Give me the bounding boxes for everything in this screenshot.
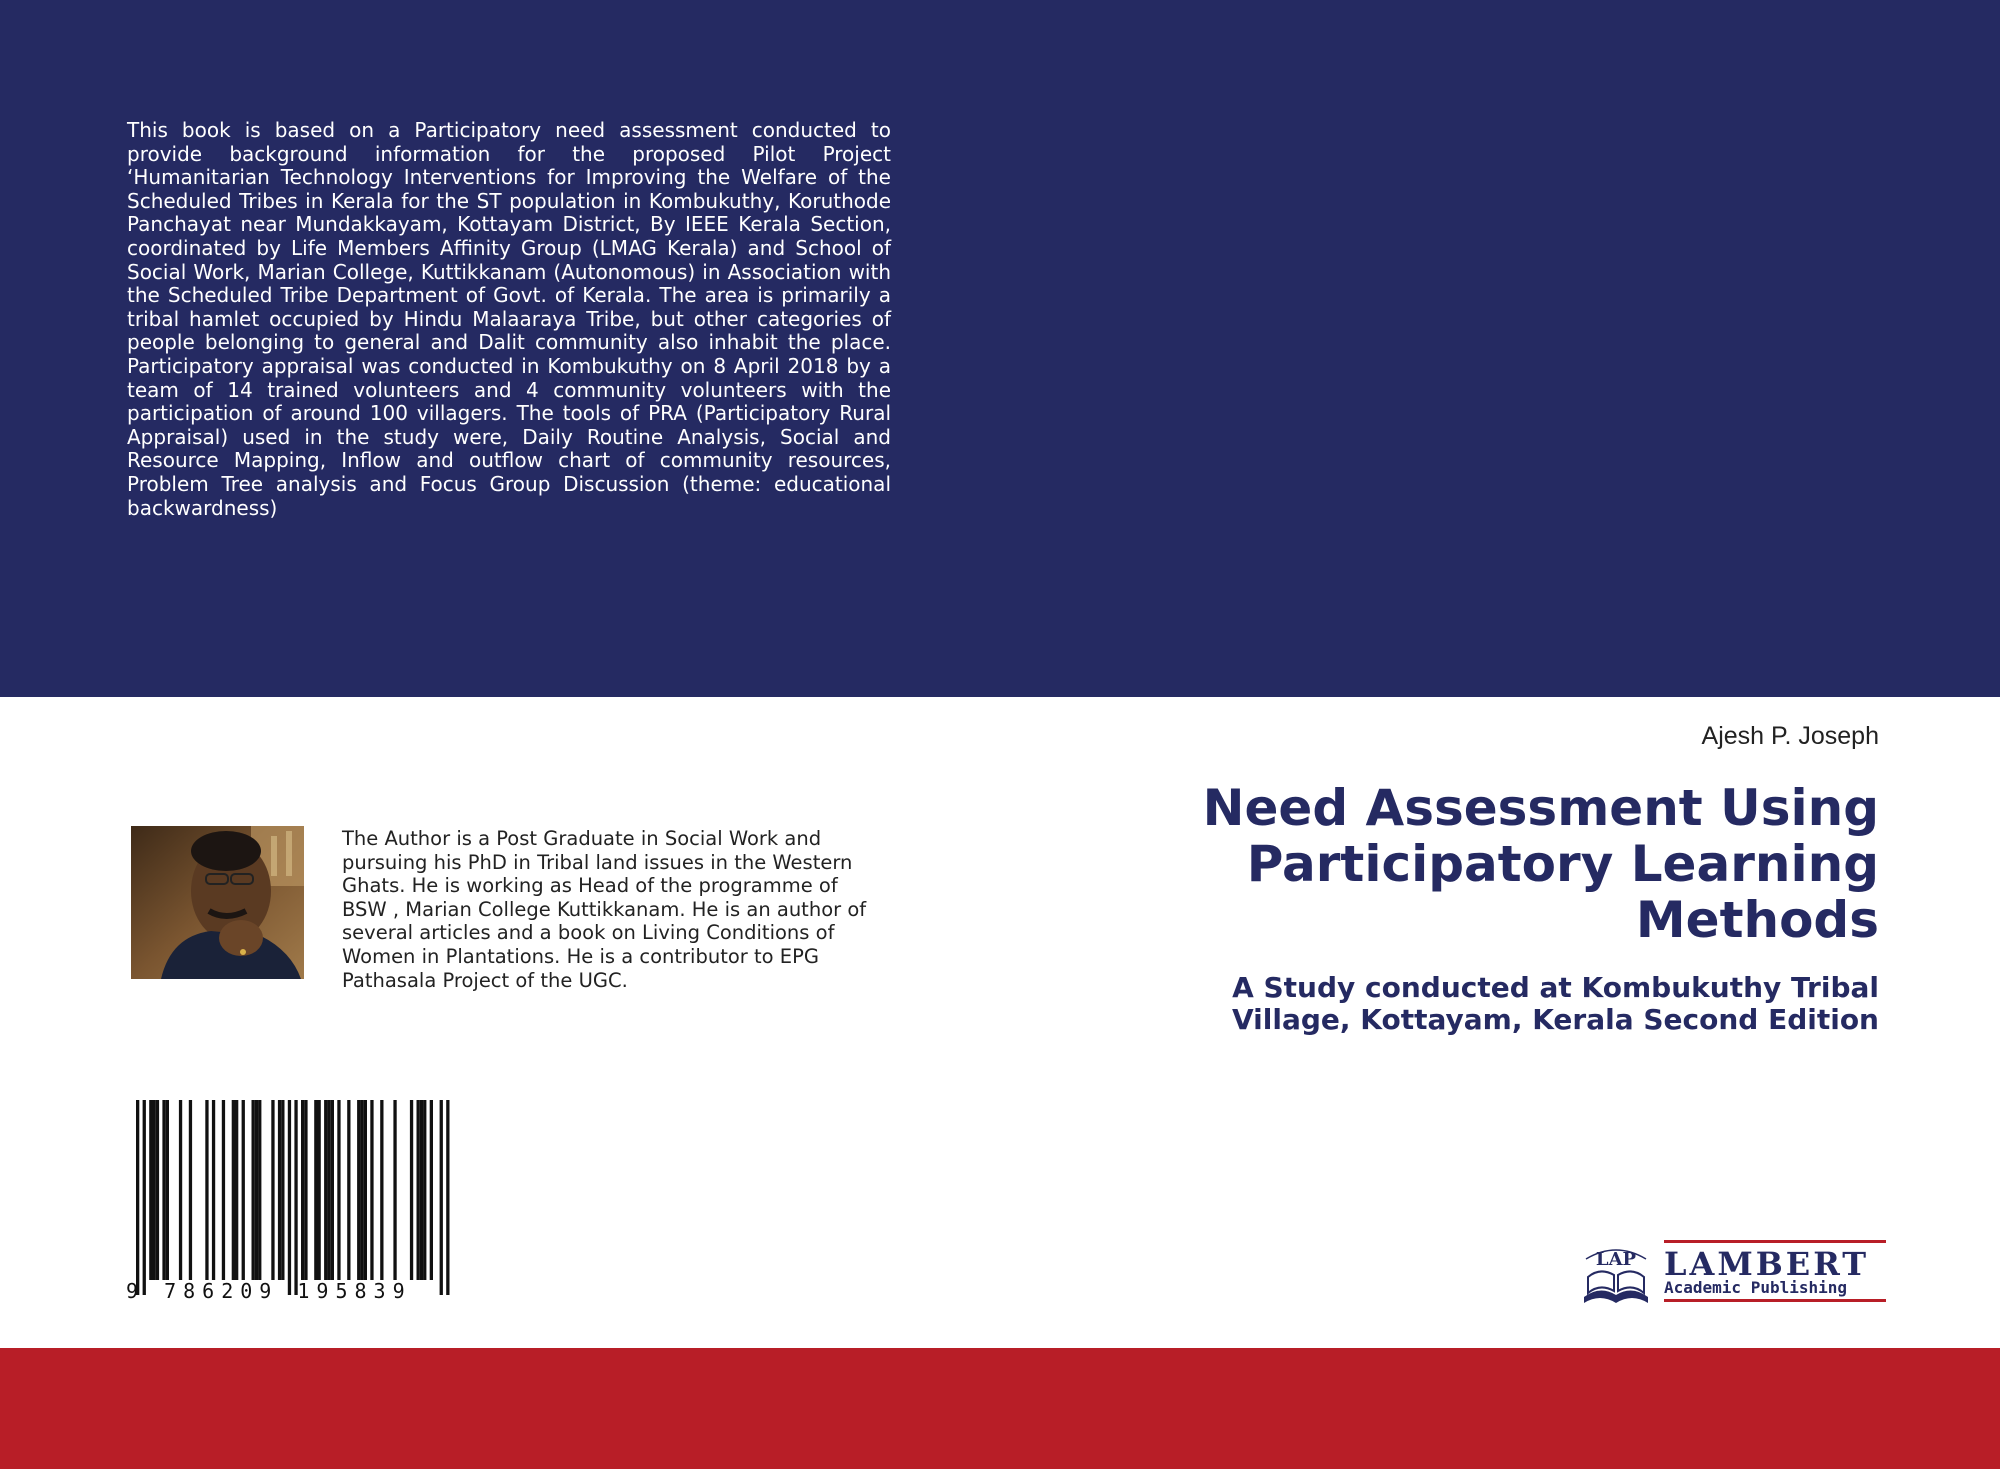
barcode-bar	[179, 1100, 182, 1280]
barcode-bar	[143, 1100, 146, 1295]
back-cover-blurb: This book is based on a Participatory need assessment conducted to provide background information for the proposed Pilot Project ‘Humanitarian Technology Interventions for Improving the Welfare of the Scheduled Tribes in Kerala for the ST population in Kombukuthy, Koruthode Panchayat near Mundakkayam, Kottayam District, By IEEE Kerala Section, coordinated by Life Members Affinity Group (LMAG Kerala) and School of Social Work, Marian College, Kuttikkanam (Autonomous) in Association with the Scheduled Tribe Department of Govt. of Kerala. The area is primarily a tribal hamlet occupied by Hindu Malaaraya Tribe, but other categories of people belonging to general and Dalit community also inhabit the place. Participatory appraisal was conducted in Kombukuthy on 8 April 2018 by a team of 14 trained volunteers and 4 community volunteers with the participation of around 100 villagers. The tools of PRA (Participatory Rural Appraisal) used in the study were, Daily Routine Analysis, Social and Resource Mapping, Inflow and outflow chart of community resources, Problem Tree analysis and Focus Group Discussion (theme: educational backwardness)	[127, 118, 891, 520]
book-title: Need Assessment Using Participatory Learning Methods	[1202, 779, 1879, 949]
author-bio: The Author is a Post Graduate in Social Work and pursuing his PhD in Tribal land issues in the Western Ghats. He is working as Head of the programme of BSW , Marian College Kuttikkanam. He is an author of several articles and a book on Living Conditions of Women in Plantations. He is a contributor to EPG Pathasala Project of the UGC.	[342, 827, 867, 992]
barcode-bar	[318, 1100, 321, 1280]
barcode-bar	[393, 1100, 396, 1280]
barcode-bar	[232, 1100, 235, 1280]
barcode-bar	[360, 1100, 363, 1280]
barcode-bar	[255, 1100, 258, 1280]
author-portrait-image	[131, 826, 304, 979]
barcode-bar	[314, 1100, 317, 1280]
barcode-bar	[423, 1100, 426, 1280]
barcode-bar	[417, 1100, 420, 1280]
barcode-bar	[166, 1100, 169, 1280]
barcode-bar	[410, 1100, 413, 1280]
barcode-bar	[324, 1100, 327, 1280]
barcode-bar	[162, 1100, 165, 1280]
barcode-bar	[278, 1100, 281, 1280]
barcode-bar	[347, 1100, 350, 1280]
barcode-bar	[235, 1100, 238, 1280]
barcode-bar	[189, 1100, 192, 1280]
publisher-tagline: Academic Publishing	[1664, 1278, 1848, 1297]
lap-book-emblem-icon	[1584, 1249, 1648, 1303]
barcode-bar	[304, 1100, 307, 1280]
barcode-bar	[153, 1100, 156, 1280]
barcode-bar	[156, 1100, 159, 1280]
barcode-bar	[370, 1100, 373, 1280]
publisher-name: LAMBERT	[1664, 1245, 1870, 1283]
barcode-bar	[301, 1100, 304, 1280]
author-photo	[131, 826, 304, 979]
barcode-bar	[294, 1100, 297, 1295]
barcode-bar	[420, 1100, 423, 1280]
barcode-bar	[357, 1100, 360, 1280]
barcode-bar	[380, 1100, 383, 1280]
barcode-bar	[205, 1100, 208, 1280]
lambert-publisher-logo	[1578, 1235, 1890, 1307]
barcode-bar	[281, 1100, 284, 1280]
barcode-bar	[212, 1100, 215, 1280]
book-subtitle: A Study conducted at Kombukuthy Tribal Village, Kottayam, Kerala Second Edition	[1231, 971, 1879, 1036]
barcode-bar	[258, 1100, 261, 1280]
isbn-barcode-digits: 9 786209 195839	[126, 1279, 412, 1303]
barcode-bar	[222, 1100, 225, 1280]
barcode-bar	[337, 1100, 340, 1280]
barcode-bar	[252, 1100, 255, 1280]
barcode-bar	[446, 1100, 449, 1295]
bottom-red-band	[0, 1348, 2000, 1469]
barcode-bar	[331, 1100, 334, 1280]
barcode-bar	[364, 1100, 367, 1280]
lap-emblem-text: LAP	[1595, 1249, 1637, 1270]
isbn-barcode	[126, 1100, 466, 1303]
barcode-bar	[271, 1100, 274, 1280]
barcode-bar	[149, 1100, 152, 1280]
barcode-bar	[242, 1100, 245, 1280]
barcode-bar	[440, 1100, 443, 1295]
barcode-bar	[327, 1100, 330, 1280]
barcode-bar	[430, 1100, 433, 1280]
barcode-bar	[136, 1100, 139, 1295]
barcode-bar	[288, 1100, 291, 1295]
author-name: Ajesh P. Joseph	[1701, 722, 1879, 750]
